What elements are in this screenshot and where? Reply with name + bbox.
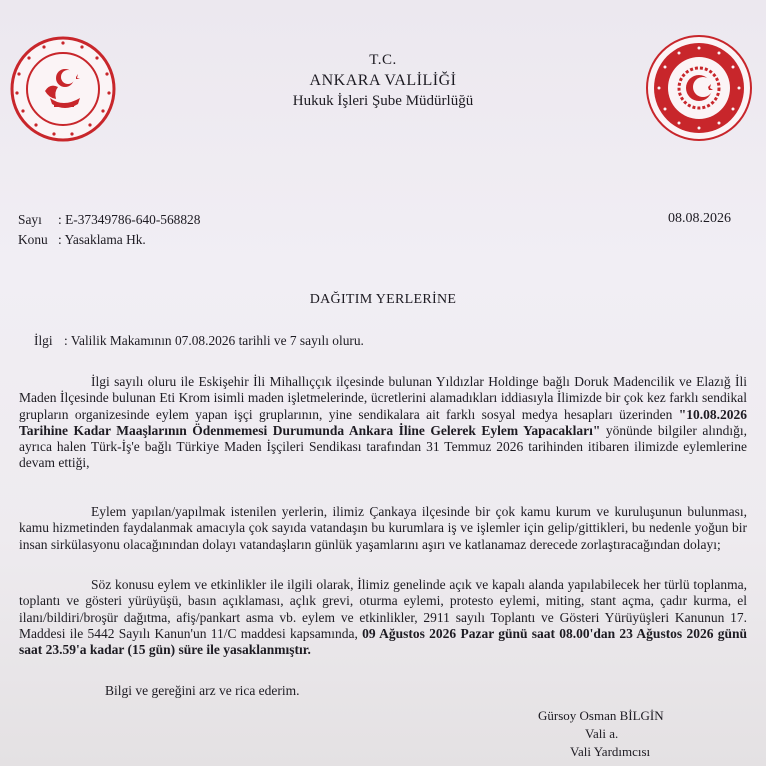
paragraph-3-bold: 09 Ağustos 2026 Pazar günü saat 08.00'dan 23 Ağustos 2026 günü saat 23.59'a kadar (15 gün) süre ile yasaklanmıştır. [19,625,747,658]
signatory-name: Gürsoy Osman BİLGİN [538,708,664,723]
header-tc: T.C. [369,52,397,68]
ilgi-label: İlgi [34,333,53,348]
document-date: 08.08.2026 [668,211,731,226]
sayi-label: Sayı [18,212,42,227]
signatory-title-2: Vali Yardımcısı [570,744,651,759]
sayi-value: : E-37349786-640-568828 [58,212,201,227]
konu-value: : Yasaklama Hk. [58,232,146,247]
header-governorship: ANKARA VALİLİĞİ [309,72,457,89]
paragraph-4-text: Bilgi ve gereğini arz ve rica ederim. [105,683,300,698]
paragraph-1-text-b: yönünde bilgiler alındığı, ayrıca halen Türk-İş'e bağlı Türkiye Maden İşçileri Sendikası tarafından 31 Temmuz 2026 tarihinden itibaren ilimizde eylemlerine devam ettiği, [19,422,747,471]
konu-label: Konu [18,232,48,247]
paragraph-3-text: Söz konusu eylem ve etkinlikler ile ilgili olarak, İlimiz genelinde açık ve kapalı alanda yapılabilecek her türlü toplanma, toplantı ve gösteri yürüyüşü, basın açıklaması, açlık grevi, oturma eylemi, protesto eylemi, miting, stant açma, çadır kurma, el ilanı/bildiri/broşür dağıtma, afiş/pankart asma vb. eylem ve etkinlikler, 2911 sayılı Toplantı ve Gösteri Yürüyüşleri Kanunun 17. Maddesi ile 5442 Sayılı Kanun'un 11/C maddesi kapsamında, [19,577,747,641]
signatory-title-1: Vali a. [585,726,619,741]
distribution-heading: DAĞITIM YERLERİNE [309,292,457,307]
paragraph-4 [19,683,747,699]
paragraph-1-bold: "10.08.2026 Tarihine Kadar Maaşlarının Ödenmemesi Durumunda Ankara İline Gelerek Eylem Yapacakları" [19,406,747,438]
paragraph-3 [19,577,747,658]
konu-row [18,232,146,248]
paragraph-2-text: Eylem yapılan/yapılmak istenilen yerlerin, ilimiz Çankaya ilçesinde bir çok kamu kurum ve kuruluşunun bulunması, kamu hizmetinden faydalanmak amacıyla çok sayıda vatandaşın bu kurumlara iş ve işlemler için gelip/gittikleri, bu nedenle yoğun bir insan sirkülasyonu olacağınından dolayı vatandaşların günlük yaşamlarını aşırı ve katlanamaz derecede zorlaştıracağından dolayı; [19,504,747,552]
sayi-row [18,212,200,228]
paragraph-1-text-a: İlgi sayılı oluru ile Eskişehir İli Mihallıççık ilçesinde bulunan Yıldızlar Holdinge bağlı Doruk Madencilik ve Elazığ İli Maden İlçesinde bulunan Eti Krom isimli maden işletmelerinde, ücretlerini alamadıkları iddiasıyla İlimizde bir çok kez farklı sendikal grupların organizesinde eylem yapan işçi gruplarının, yine sendikalara ait farklı sosyal medya hesapları üzerinden [19,374,747,422]
paragraph-1 [19,374,747,472]
ilgi-value: : Valilik Makamının 07.08.2026 tarihli ve 7 sayılı oluru. [64,333,364,348]
paragraph-2 [19,504,747,553]
header-department: Hukuk İşleri Şube Müdürlüğü [292,93,474,109]
ilgi-row [34,333,364,349]
